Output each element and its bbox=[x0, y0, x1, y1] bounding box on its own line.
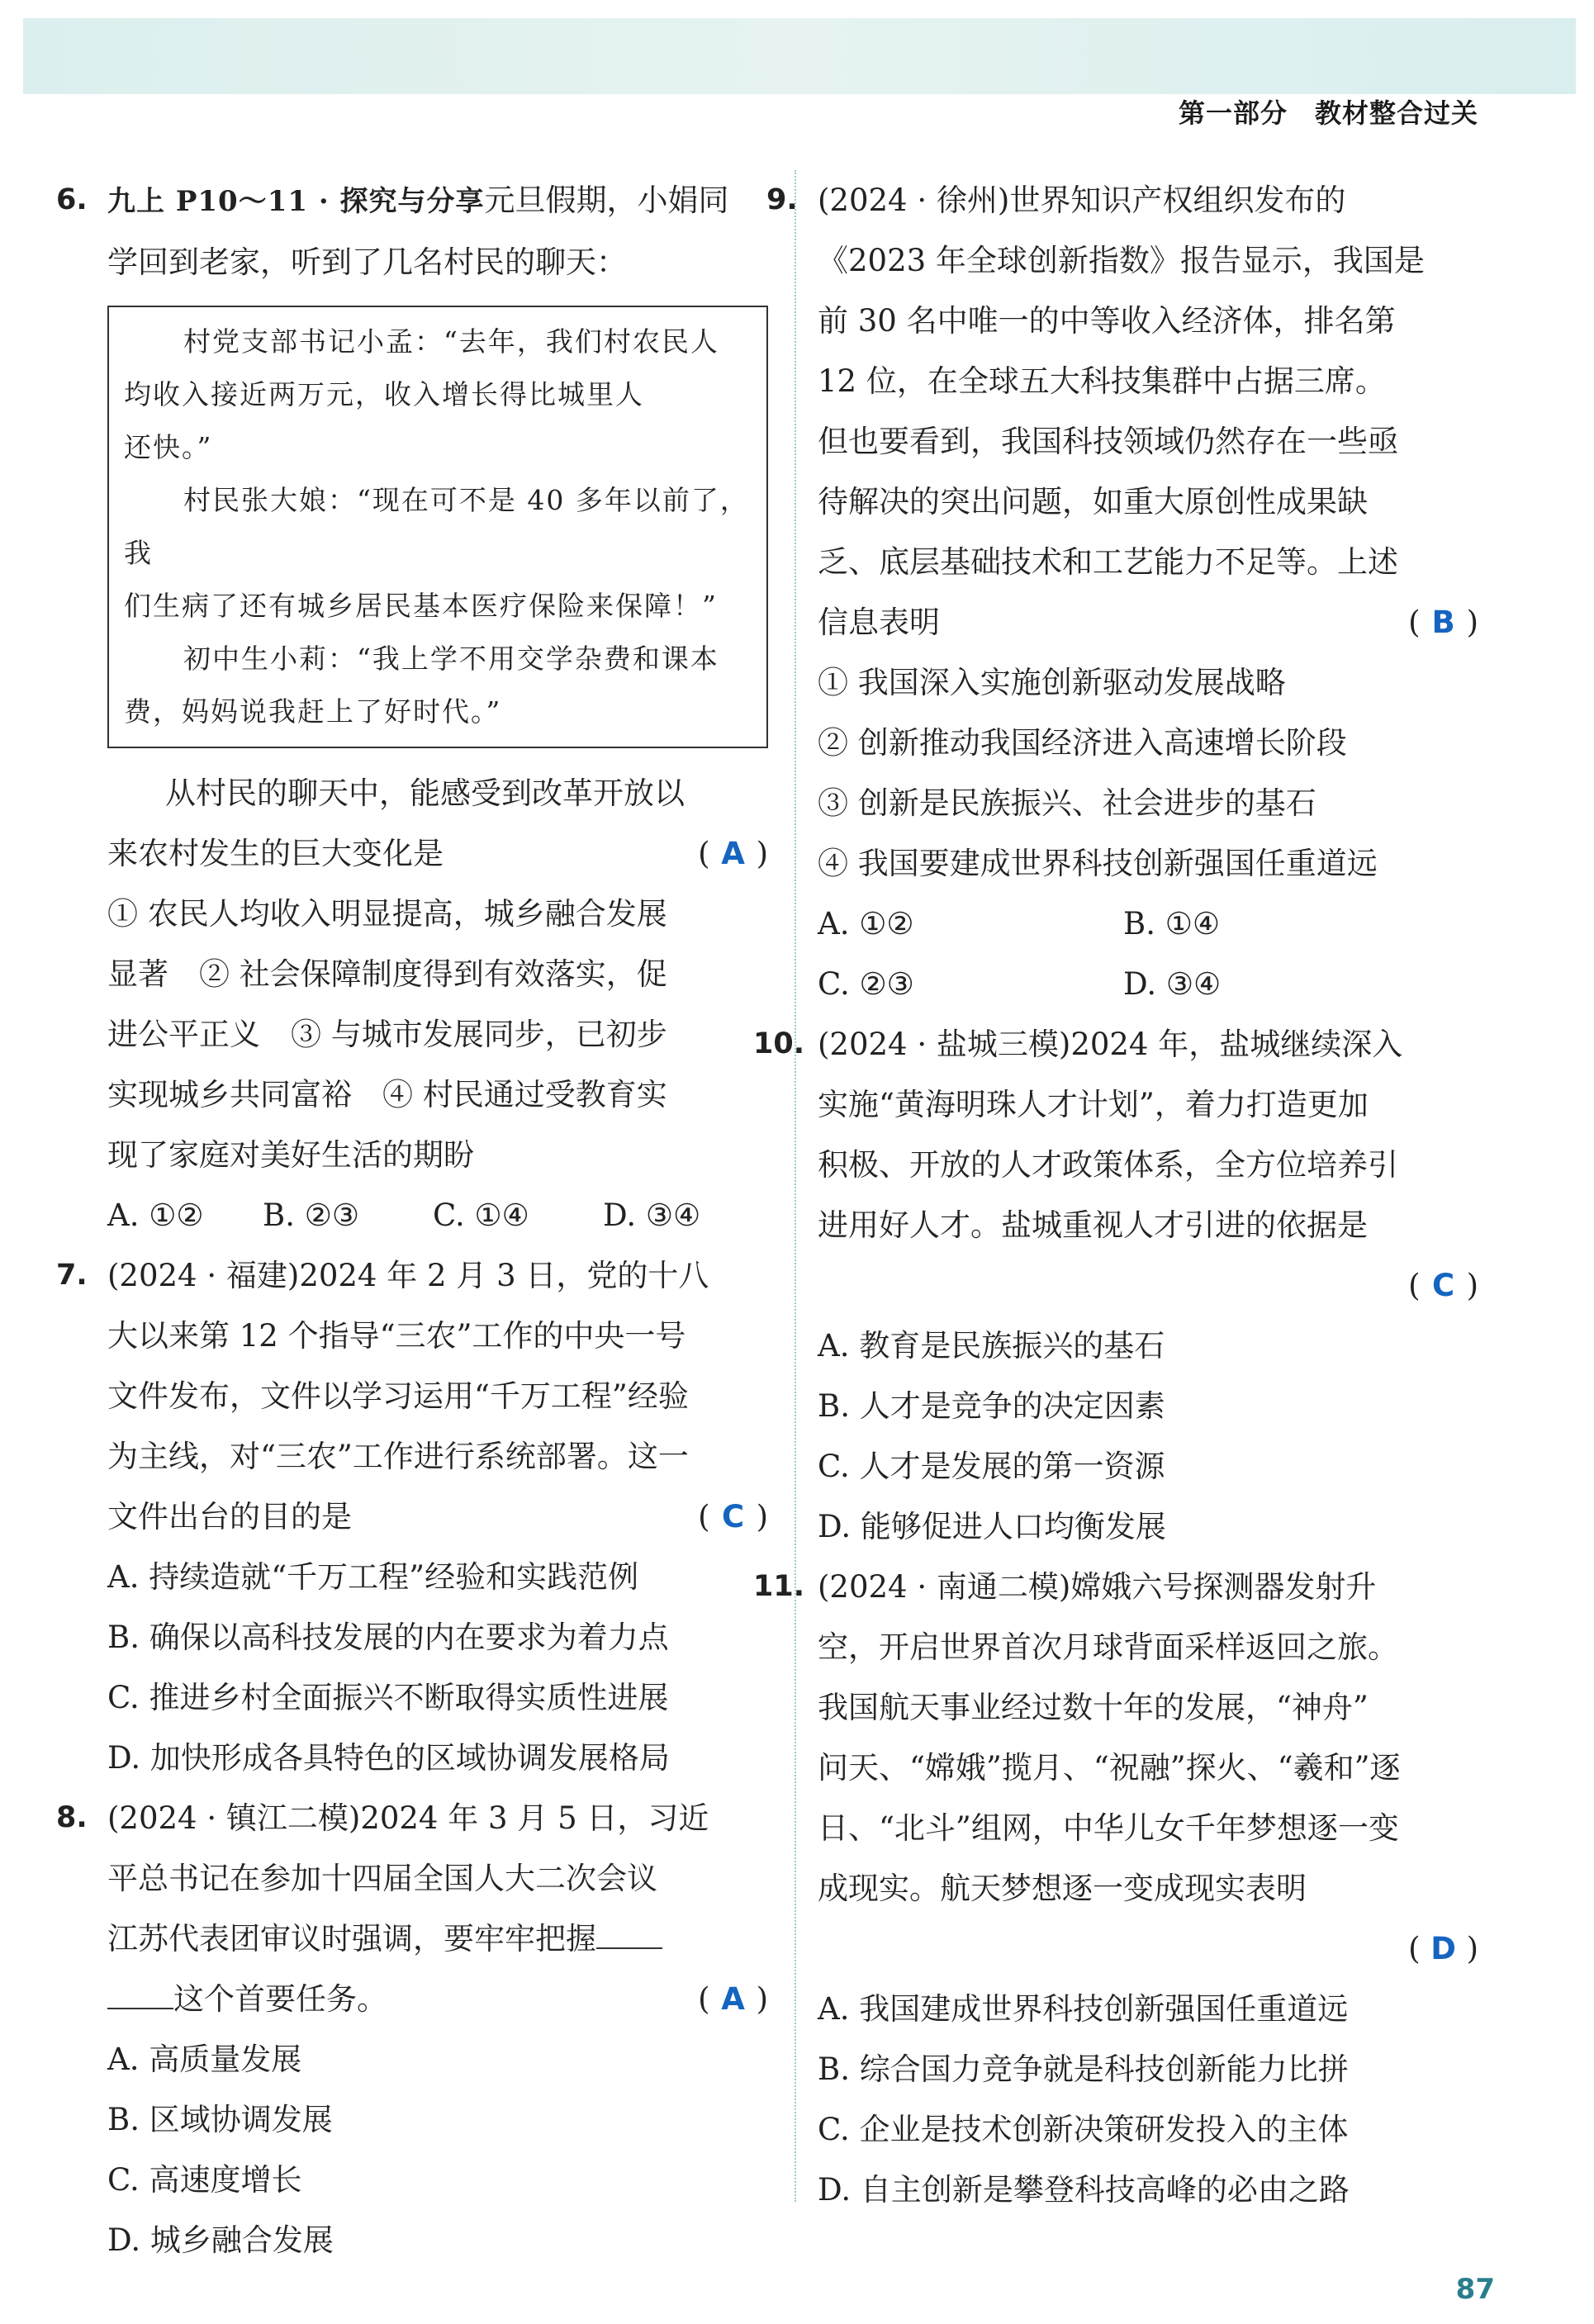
option-c: C. ①④ bbox=[433, 1198, 529, 1233]
option-c: C. 人才是发展的第一资源 bbox=[818, 1449, 1165, 1484]
question-stem: 成现实。航天梦想逐一变成现实表明 bbox=[818, 1871, 1307, 1906]
answer-bracket: ( C ) bbox=[698, 1487, 768, 1547]
option-a: A. 持续造就“千万工程”经验和实践范例 bbox=[107, 1559, 639, 1595]
question-stem: 从村民的聊天中，能感受到改革开放以 bbox=[165, 775, 685, 811]
question-10 bbox=[753, 1014, 1478, 1557]
question-stem: 实施“黄海明珠人才计划”，着力打造更加 bbox=[818, 1087, 1369, 1122]
question-stem: 来农村发生的巨大变化是 bbox=[107, 836, 444, 871]
question-source: 九上 P10～11 · 探究与分享 bbox=[107, 185, 485, 218]
fill-blank bbox=[596, 1914, 662, 1949]
option-a: A. ①② bbox=[818, 906, 914, 941]
question-number: 9. bbox=[766, 183, 798, 216]
option-c: C. 推进乡村全面振兴不断取得实质性进展 bbox=[107, 1680, 669, 1715]
left-column bbox=[56, 170, 768, 2270]
answer-letter: A bbox=[721, 836, 745, 871]
question-stem: 日、“北斗”组网，中华儿女千年梦想逐一变 bbox=[818, 1810, 1399, 1846]
statement-line: ② 创新推动我国经济进入高速增长阶段 bbox=[818, 725, 1347, 761]
statement-line: ① 我国深入实施创新驱动发展战略 bbox=[818, 665, 1286, 700]
question-stem: 元旦假期，小娟同 bbox=[484, 183, 729, 218]
option-c: C. 高速度增长 bbox=[107, 2162, 302, 2198]
question-stem: 《2023 年全球创新指数》报告显示，我国是 bbox=[818, 243, 1425, 278]
option-c: C. 企业是技术创新决策研发投入的主体 bbox=[818, 2112, 1349, 2147]
answer-letter: C bbox=[1431, 1268, 1455, 1303]
answer-letter: A bbox=[721, 1981, 745, 2017]
option-b: B. ①④ bbox=[1123, 906, 1221, 941]
question-stem: 文件发布，文件以学习运用“千万工程”经验 bbox=[107, 1378, 689, 1414]
statement-line: 显著 ② 社会保障制度得到有效落实，促 bbox=[107, 956, 667, 992]
statement-line: ① 农民人均收入明显提高，城乡融合发展 bbox=[107, 896, 667, 932]
dialogue-line: 初中生小莉：“我上学不用交学杂费和课本 bbox=[183, 643, 719, 675]
option-d: D. ③④ bbox=[1123, 966, 1222, 1002]
option-a: A. 我国建成世界科技创新强国任重道远 bbox=[818, 1991, 1349, 2027]
answer-bracket: ( A ) bbox=[698, 1969, 768, 2029]
option-d: D. 自主创新是攀登科技高峰的必由之路 bbox=[818, 2172, 1350, 2208]
options-row bbox=[818, 894, 1478, 954]
dialogue-line: 均收入接近两万元，收入增长得比城里人 bbox=[124, 378, 644, 410]
fill-blank bbox=[107, 1975, 173, 2009]
options-row bbox=[818, 954, 1478, 1014]
question-stem: 积极、开放的人才政策体系，全方位培养引 bbox=[818, 1147, 1398, 1183]
question-number: 10. bbox=[753, 1027, 805, 1060]
dialogue-box bbox=[107, 306, 768, 748]
option-b: B. 区域协调发展 bbox=[107, 2102, 333, 2137]
column-divider bbox=[795, 170, 796, 2202]
statement-line: ③ 创新是民族振兴、社会进步的基石 bbox=[818, 785, 1316, 821]
section-title: 第一部分 教材整合过关 bbox=[1178, 97, 1478, 129]
page-number: 87 bbox=[1455, 2273, 1495, 2306]
header-band bbox=[23, 18, 1576, 94]
statement-line: 现了家庭对美好生活的期盼 bbox=[107, 1137, 474, 1173]
option-d: D. ③④ bbox=[603, 1198, 701, 1233]
question-number: 7. bbox=[56, 1259, 88, 1292]
question-stem: 大以来第 12 个指导“三农”工作的中央一号 bbox=[107, 1318, 686, 1354]
answer-letter: D bbox=[1430, 1931, 1456, 1966]
option-a: A. ①② bbox=[107, 1198, 204, 1233]
question-8 bbox=[56, 1788, 768, 2270]
question-number: 11. bbox=[753, 1570, 805, 1603]
option-d: D. 城乡融合发展 bbox=[107, 2222, 334, 2258]
question-stem: (2024 · 镇江二模)2024 年 3 月 5 日，习近 bbox=[107, 1800, 709, 1836]
question-stem: (2024 · 盐城三模)2024 年，盐城继续深入 bbox=[818, 1027, 1403, 1062]
option-a: A. 教育是民族振兴的基石 bbox=[818, 1328, 1165, 1364]
statement-line: 进公平正义 ③ 与城市发展同步，已初步 bbox=[107, 1017, 667, 1052]
dialogue-line: 村民张大娘：“现在可不是 40 多年以前了，我 bbox=[124, 484, 749, 569]
question-stem: 信息表明 bbox=[818, 605, 940, 640]
question-6 bbox=[56, 170, 768, 1245]
answer-bracket: ( B ) bbox=[1408, 592, 1478, 652]
question-stem: 我国航天事业经过数十年的发展，“神舟” bbox=[818, 1690, 1369, 1725]
option-a: A. 高质量发展 bbox=[107, 2042, 302, 2077]
option-b: B. 人才是竞争的决定因素 bbox=[818, 1388, 1165, 1424]
right-column bbox=[753, 170, 1478, 2220]
answer-bracket: ( C ) bbox=[1408, 1255, 1478, 1316]
answer-bracket: ( D ) bbox=[1408, 1918, 1478, 1979]
answer-bracket: ( A ) bbox=[698, 823, 768, 884]
option-b: B. 综合国力竞争就是科技创新能力比拼 bbox=[818, 2051, 1349, 2087]
question-stem: 12 位，在全球五大科技集群中占据三席。 bbox=[818, 363, 1386, 399]
question-stem: 这个首要任务。 bbox=[173, 1981, 387, 2017]
question-7 bbox=[56, 1245, 768, 1788]
option-c: C. ②③ bbox=[818, 966, 914, 1002]
question-stem: 进用好人才。盐城重视人才引进的依据是 bbox=[818, 1207, 1368, 1243]
option-b: B. ②③ bbox=[263, 1198, 360, 1233]
question-stem: 学回到老家，听到了几名村民的聊天： bbox=[107, 244, 627, 280]
question-11 bbox=[753, 1557, 1478, 2220]
option-d: D. 加快形成各具特色的区域协调发展格局 bbox=[107, 1740, 670, 1776]
question-stem: 但也要看到，我国科技领域仍然存在一些亟 bbox=[818, 424, 1398, 459]
question-stem: 空，开启世界首次月球背面采样返回之旅。 bbox=[818, 1629, 1398, 1665]
statement-line: ④ 我国要建成世界科技创新强国任重道远 bbox=[818, 846, 1378, 881]
question-stem: 乏、底层基础技术和工艺能力不足等。上述 bbox=[818, 544, 1398, 580]
option-b: B. 确保以高科技发展的内在要求为着力点 bbox=[107, 1620, 669, 1655]
question-9 bbox=[766, 170, 1478, 1014]
question-stem: 为主线，对“三农”工作进行系统部署。这一 bbox=[107, 1439, 689, 1474]
question-stem: 江苏代表团审议时强调，要牢牢把握 bbox=[107, 1921, 596, 1956]
dialogue-line: 村党支部书记小孟：“去年，我们村农民人 bbox=[183, 325, 719, 358]
question-stem: (2024 · 福建)2024 年 2 月 3 日，党的十八 bbox=[107, 1258, 709, 1293]
statement-line: 实现城乡共同富裕 ④ 村民通过受教育实 bbox=[107, 1077, 667, 1112]
question-number: 8. bbox=[56, 1801, 88, 1834]
answer-letter: C bbox=[721, 1499, 745, 1534]
question-stem: (2024 · 徐州)世界知识产权组织发布的 bbox=[818, 183, 1346, 218]
dialogue-line: 们生病了还有城乡居民基本医疗保险来保障！” bbox=[124, 590, 718, 622]
answer-letter: B bbox=[1431, 605, 1455, 640]
question-stem: 文件出台的目的是 bbox=[107, 1499, 352, 1534]
question-stem: 待解决的突出问题，如重大原创性成果缺 bbox=[818, 484, 1368, 519]
options-row bbox=[107, 1185, 768, 1245]
question-stem: 问天、“嫦娥”揽月、“祝融”探火、“羲和”逐 bbox=[818, 1750, 1401, 1786]
question-number: 6. bbox=[56, 183, 88, 216]
option-d: D. 能够促进人口均衡发展 bbox=[818, 1509, 1166, 1544]
dialogue-line: 费，妈妈说我赶上了好时代。” bbox=[124, 695, 502, 728]
question-stem: 平总书记在参加十四届全国人大二次会议 bbox=[107, 1861, 657, 1896]
question-stem: (2024 · 南通二模)嫦娥六号探测器发射升 bbox=[818, 1569, 1377, 1605]
question-stem: 前 30 名中唯一的中等收入经济体，排名第 bbox=[818, 303, 1396, 339]
dialogue-line: 还快。” bbox=[124, 431, 213, 463]
